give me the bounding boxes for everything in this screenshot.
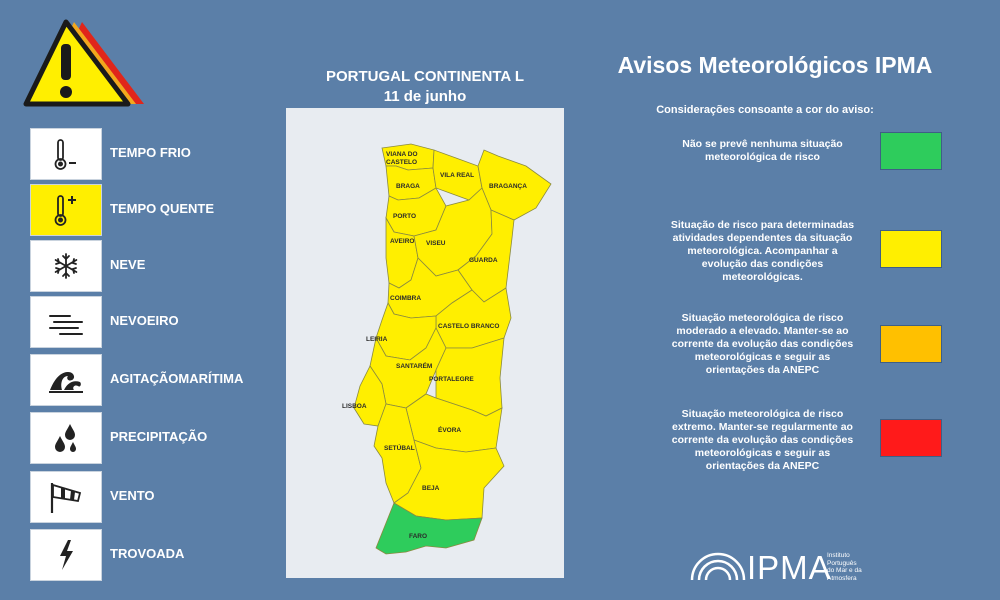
legend-line: meteorológicas e seguir as xyxy=(694,447,831,459)
thermometer-plus-icon xyxy=(46,192,86,228)
hazard-label: VENTO xyxy=(110,488,155,503)
warning-map xyxy=(286,108,564,578)
legend-swatch-orange xyxy=(880,325,942,363)
district-label: SETÚBAL xyxy=(384,445,415,452)
thermometer-minus-icon xyxy=(46,136,86,172)
legend-line: Não se prevê nenhuma situação xyxy=(682,138,843,150)
ipma-subtitle xyxy=(827,552,897,582)
hazard-label-line1: AGITAÇÃO xyxy=(110,371,179,386)
hazard-item-neve[interactable] xyxy=(30,240,310,290)
legend-swatch-green xyxy=(880,132,942,170)
warning-triangle-icon xyxy=(20,18,148,110)
hazard-item-precipitacao[interactable] xyxy=(30,412,310,462)
hazard-label: TEMPO QUENTE xyxy=(110,201,215,216)
ipma-wordmark: IPMA xyxy=(747,549,832,586)
legend-text-red xyxy=(650,408,875,473)
district-label: VILA REAL xyxy=(440,172,475,179)
hazard-label: TEMPO FRIO xyxy=(110,145,191,160)
district-label: AVEIRO xyxy=(390,238,415,245)
district-label: BRAGANÇA xyxy=(489,183,527,190)
fog-icon xyxy=(46,304,86,340)
legend-line: evolução das condições xyxy=(701,258,824,270)
legend-header: Considerações consoante a cor do aviso: xyxy=(656,104,874,116)
lightning-icon xyxy=(46,537,86,573)
hazard-icon-box xyxy=(30,128,102,180)
legend-line: orientações da ANEPC xyxy=(705,364,820,376)
hazard-item-trovoada[interactable] xyxy=(30,529,310,579)
ipma-subtitle-line: Instituto xyxy=(827,552,850,559)
map-title: PORTUGAL CONTINENTA L xyxy=(325,68,525,85)
hazard-icon-box xyxy=(30,354,102,406)
hazard-label: NEVE xyxy=(110,257,146,272)
district-label: VISEU xyxy=(426,240,446,247)
district-label: CASTELO BRANCO xyxy=(438,323,500,330)
district-label: COIMBRA xyxy=(390,295,422,302)
hazard-icon-box xyxy=(30,412,102,464)
ipma-subtitle-line: Atmosfera xyxy=(827,574,857,582)
legend-line: meteorológicas. xyxy=(722,271,803,283)
hazard-icon-box xyxy=(30,184,102,236)
district-label: LEIRIA xyxy=(366,336,388,343)
district-label: ÉVORA xyxy=(438,427,462,434)
hazard-item-vento[interactable] xyxy=(30,471,310,521)
district-label: BEJA xyxy=(422,485,440,492)
legend-line: corrente da evolução das condições xyxy=(671,338,854,350)
legend-line: meteorológica. Acompanhar a xyxy=(687,245,838,257)
hazard-label xyxy=(110,354,243,404)
legend-line: meteorológicas e seguir as xyxy=(694,351,831,363)
legend-line: Situação de risco para determinadas xyxy=(670,219,855,231)
hazard-label-line2: MARÍTIMA xyxy=(178,371,244,386)
district-label: BRAGA xyxy=(396,183,420,190)
district-label: PORTO xyxy=(393,213,416,220)
legend-line: atividades dependentes da situação xyxy=(672,232,853,244)
legend-line: orientações da ANEPC xyxy=(705,460,820,472)
district-label: FARO xyxy=(409,533,428,540)
windsock-icon xyxy=(46,479,86,515)
district-label: CASTELO xyxy=(386,159,418,166)
district-label: PORTALEGRE xyxy=(429,376,474,383)
legend-line: extremo. Manter-se regularmente ao xyxy=(672,421,853,433)
hazard-label: PRECIPITAÇÃO xyxy=(110,429,208,444)
legend-line: corrente da evolução das condições xyxy=(671,434,854,446)
district-label: LISBOA xyxy=(342,403,367,410)
hazard-item-agitacao-maritima[interactable] xyxy=(30,354,310,404)
hazard-label: TROVOADA xyxy=(110,546,185,561)
legend-text-green xyxy=(650,138,875,164)
district-label: VIANA DO xyxy=(386,151,418,158)
hazard-label: NEVOEIRO xyxy=(110,313,179,328)
legend-swatch-red xyxy=(880,419,942,457)
snowflake-icon xyxy=(46,248,86,284)
legend-line: Situação meteorológica de risco xyxy=(681,312,844,324)
hazard-item-tempo-quente[interactable] xyxy=(30,184,310,234)
page-title: Avisos Meteorológicos IPMA xyxy=(617,52,933,78)
district-label: SANTARÉM xyxy=(396,363,433,370)
hazard-icon-box xyxy=(30,240,102,292)
district-label: GUARDA xyxy=(469,257,498,264)
hazard-icon-box xyxy=(30,296,102,348)
portugal-map xyxy=(286,108,564,578)
legend-swatch-yellow xyxy=(880,230,942,268)
raindrops-icon xyxy=(46,420,86,456)
legend-line: moderado a elevado. Manter-se ao xyxy=(676,325,849,337)
hazard-item-nevoeiro[interactable] xyxy=(30,296,310,346)
wave-icon xyxy=(46,362,86,398)
map-date: 11 de junho xyxy=(383,88,467,105)
hazard-icon-box xyxy=(30,529,102,581)
legend-line: Situação meteorológica de risco xyxy=(681,408,844,420)
legend-text-yellow xyxy=(650,219,875,284)
ipma-subtitle-line: do Mar e da xyxy=(827,567,862,574)
legend-line: meteorológica de risco xyxy=(705,151,820,163)
ipma-subtitle-line: Português xyxy=(827,559,857,567)
legend-text-orange xyxy=(650,312,875,377)
hazard-item-tempo-frio[interactable] xyxy=(30,128,310,178)
hazard-icon-box xyxy=(30,471,102,523)
